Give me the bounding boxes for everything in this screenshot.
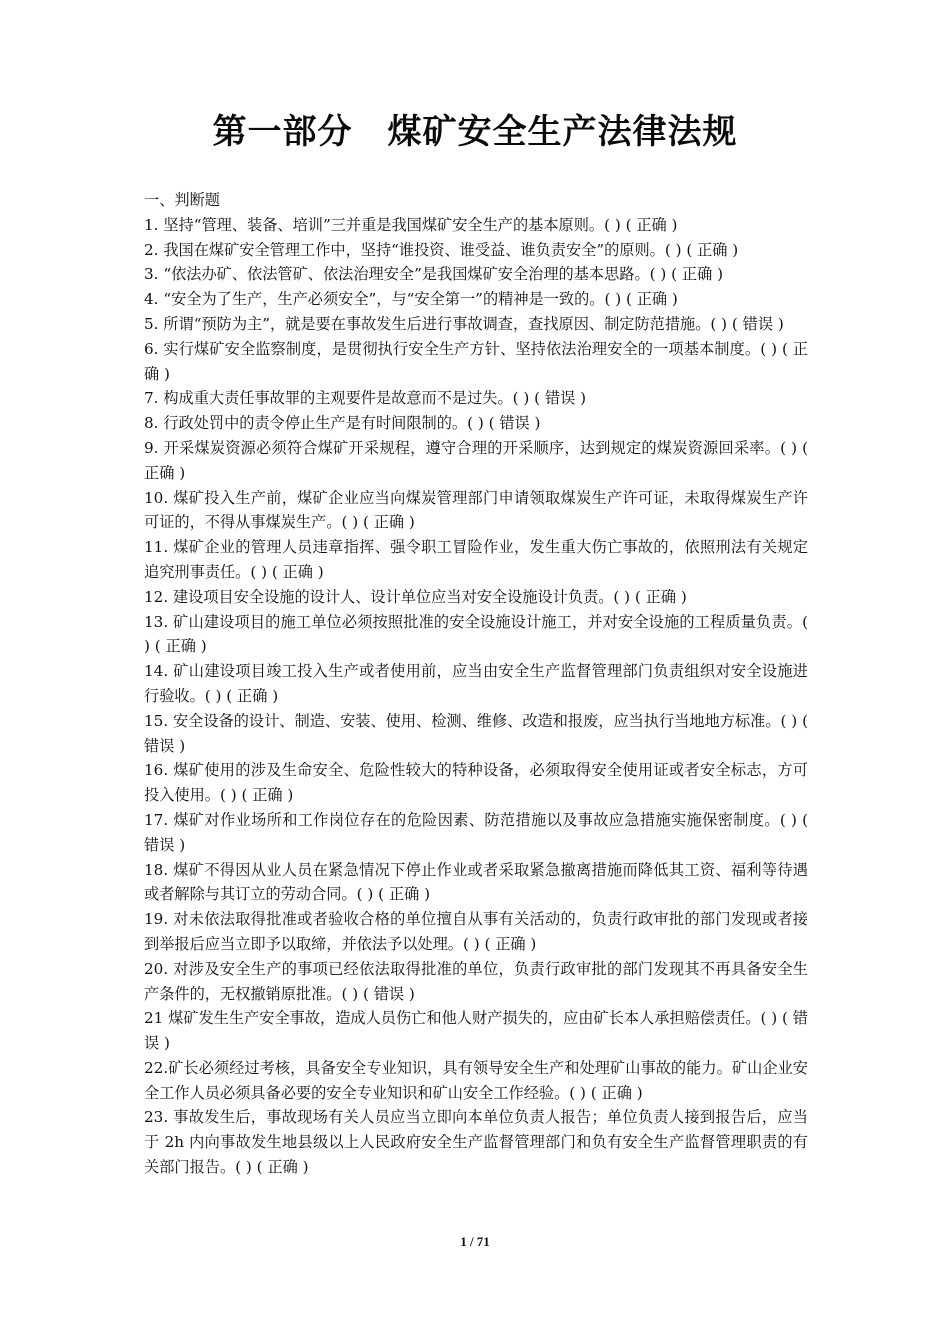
question-item: 20. 对涉及安全生产的事项已经依法取得批准的单位，负责行政审批的部门发现其不再具备安全生产条件的，无权撤销原批准。( ) ( 错误 ) — [144, 959, 808, 1003]
question-item: 12. 建设项目安全设施的设计人、设计单位应当对安全设施设计负责。( ) ( 正确 ) — [144, 587, 687, 606]
question-item: 4. “安全为了生产，生产必须安全”，与“安全第一”的精神是一致的。( ) ( 正确 ) — [144, 290, 678, 309]
document-body — [144, 188, 808, 1180]
question-item: 23. 事故发生后，事故现场有关人员应当立即向本单位负责人报告；单位负责人接到报告后，应当于 2h 内向事故发生地县级以上人民政府安全生产监督管理部门和负有安全生产监督管理职责的有关部门报告。( ) ( 正确 ) — [144, 1108, 808, 1177]
question-item: 13. 矿山建设项目的施工单位必须按照批准的安全设施设计施工，并对安全设施的工程质量负责。( ) ( 正确 ) — [144, 612, 808, 656]
question-item: 1. 坚持“管理、装备、培训”三并重是我国煤矿安全生产的基本原则。( ) ( 正确 ) — [144, 215, 678, 234]
question-item: 8. 行政处罚中的责令停止生产是有时间限制的。( ) ( 错误 ) — [144, 414, 541, 433]
question-item: 15. 安全设备的设计、制造、安装、使用、检测、维修、改造和报废，应当执行当地地方标准。( ) ( 错误 ) — [144, 711, 808, 755]
question-item: 3. “依法办矿、依法管矿、依法治理安全”是我国煤矿安全治理的基本思路。( ) ( 正确 ) — [144, 265, 724, 284]
page-title: 第一部分 煤矿安全生产法律法规 — [212, 112, 738, 152]
section-heading: 一、判断题 — [144, 191, 220, 209]
question-item: 16. 煤矿使用的涉及生命安全、危险性较大的特种设备，必须取得安全使用证或者安全标志，方可投入使用。( ) ( 正确 ) — [144, 761, 808, 805]
question-item: 14. 矿山建设项目竣工投入生产或者使用前，应当由安全生产监督管理部门负责组织对安全设施进行验收。( ) ( 正确 ) — [144, 662, 808, 705]
question-item: 7. 构成重大责任事故罪的主观要件是故意而不是过失。( ) ( 错误 ) — [144, 389, 587, 408]
question-item: 19. 对未依法取得批准或者验收合格的单位擅自从事有关活动的，负责行政审批的部门发现或者接到举报后应当立即予以取缔，并依法予以处理。( ) ( 正确 ) — [144, 910, 808, 953]
question-item: 11. 煤矿企业的管理人员违章指挥、强令职工冒险作业，发生重大伤亡事故的，依照刑法有关规定追究刑事责任。( ) ( 正确 ) — [144, 538, 808, 581]
question-item: 6. 实行煤矿安全监察制度，是贯彻执行安全生产方针、坚持依法治理安全的一项基本制度。( ) ( 正确 ) — [144, 339, 808, 383]
question-item: 9. 开采煤炭资源必须符合煤矿开采规程，遵守合理的开采顺序，达到规定的煤炭资源回采率。( ) ( 正确 ) — [144, 438, 808, 482]
question-item: 5. 所谓“预防为主”，就是要在事故发生后进行事故调查，查找原因、制定防范措施。( ) ( 错误 ) — [144, 314, 784, 333]
question-item: 17. 煤矿对作业场所和工作岗位存在的危险因素、防范措施以及事故应急措施实施保密制度。( ) ( 错误 ) — [144, 810, 808, 854]
page-number: 1 / 71 — [460, 1234, 490, 1249]
question-item: 18. 煤矿不得因从业人员在紧急情况下停止作业或者采取紧急撤离措施而降低其工资、福利等待遇或者解除与其订立的劳动合同。( ) ( 正确 ) — [144, 860, 808, 904]
question-item: 21 煤矿发生生产安全事故，造成人员伤亡和他人财产损失的，应由矿长本人承担赔偿责任。( ) ( 错误 ) — [144, 1009, 808, 1053]
question-item: 10. 煤矿投入生产前，煤矿企业应当向煤炭管理部门申请领取煤炭生产许可证，未取得煤炭生产许可证的，不得从事煤炭生产。( ) ( 正确 ) — [144, 488, 808, 532]
question-item: 22.矿长必须经过考核，具备安全专业知识，具有领导安全生产和处理矿山事故的能力。矿山企业安全工作人员必须具备必要的安全专业知识和矿山安全工作经验。( ) ( 正确 ) — [144, 1058, 808, 1102]
question-item: 2. 我国在煤矿安全管理工作中，坚持“谁投资、谁受益、谁负责安全”的原则。( ) ( 正确 ) — [144, 240, 739, 259]
